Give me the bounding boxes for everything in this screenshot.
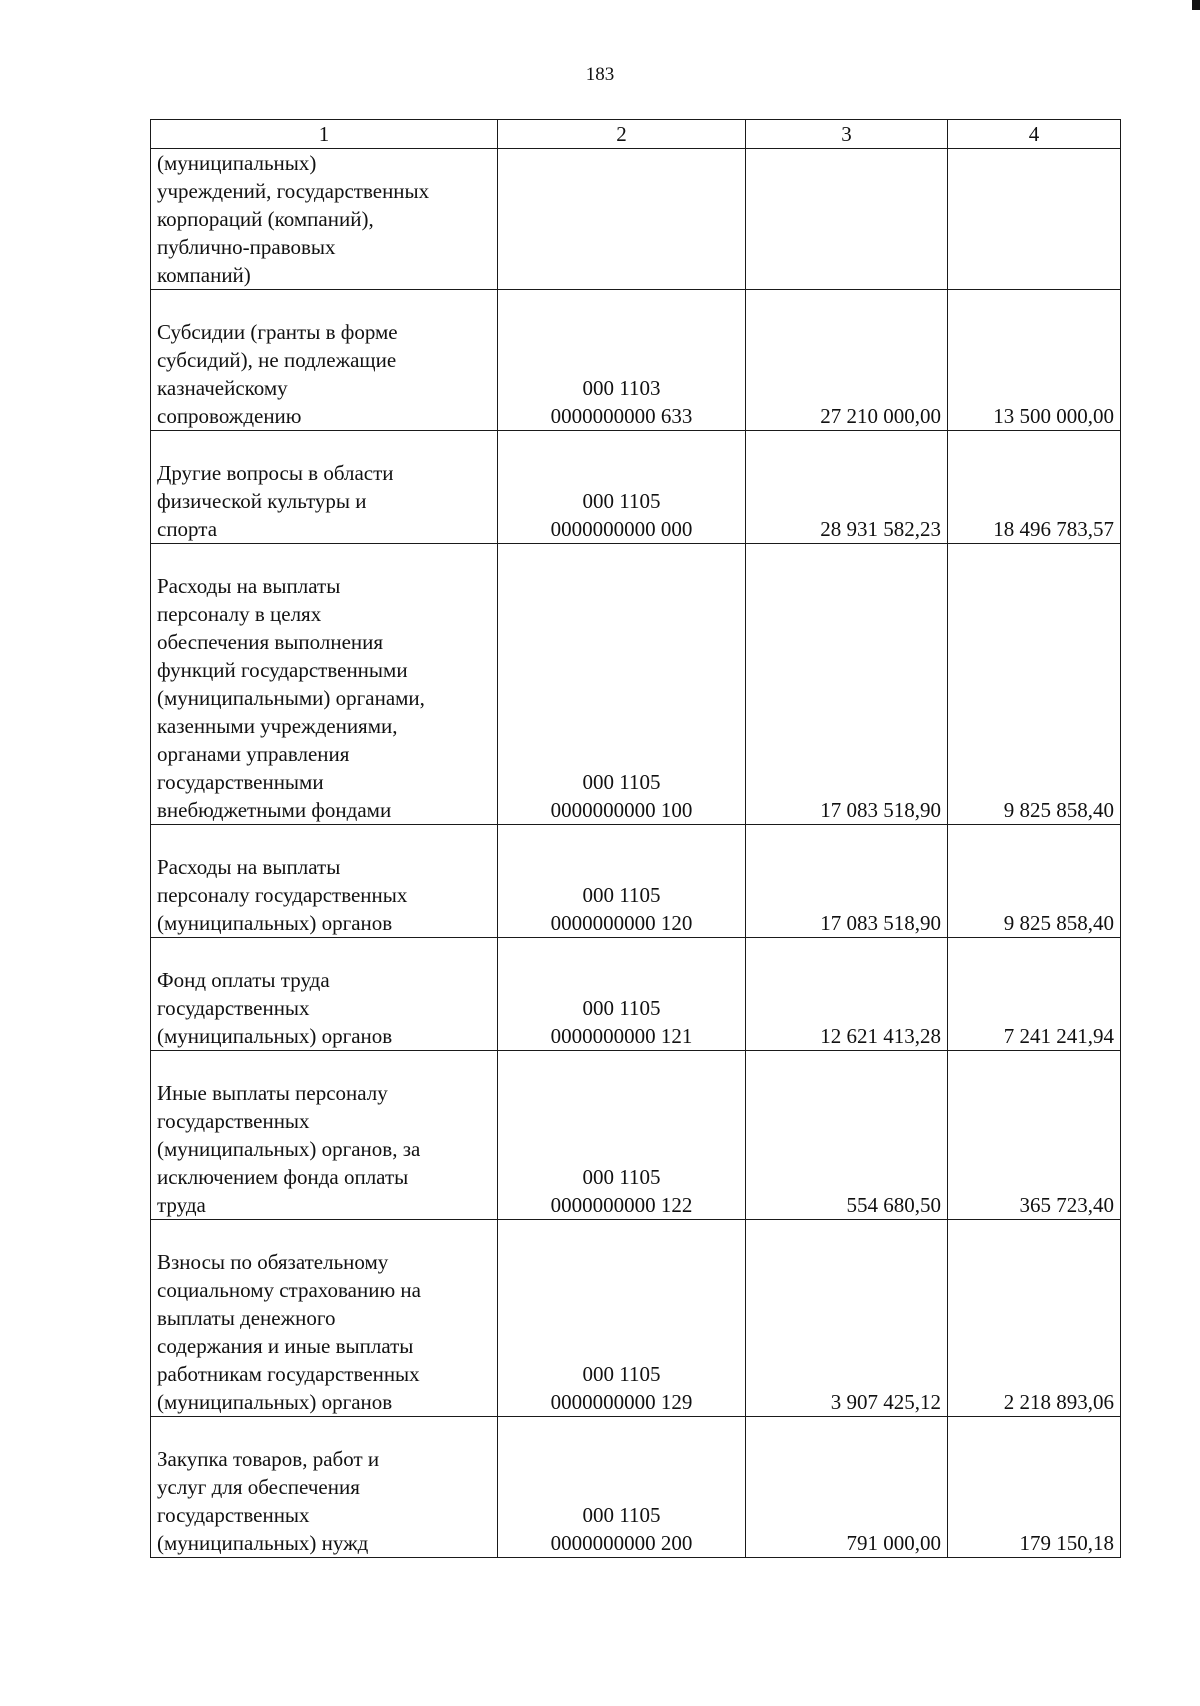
- row-col4: 365 723,40: [948, 1051, 1121, 1220]
- row-col3: 791 000,00: [746, 1417, 948, 1558]
- code-line-2: 0000000000 120: [550, 911, 693, 935]
- row-col4: 2 218 893,06: [948, 1220, 1121, 1417]
- header-row: [151, 120, 1121, 149]
- code-line-1: 000 1105: [582, 1503, 661, 1527]
- code-line-1: 000 1105: [582, 489, 661, 513]
- row-name-cell: [151, 1051, 498, 1220]
- table-row: [151, 544, 1121, 825]
- row-code-cell: [498, 938, 746, 1051]
- row-col3: 28 931 582,23: [746, 431, 948, 544]
- code-line-1: 000 1103: [582, 376, 661, 400]
- table-body: [151, 149, 1121, 1558]
- table-row: [151, 290, 1121, 431]
- row-name-cell: [151, 431, 498, 544]
- row-col3: [746, 149, 948, 290]
- table-row: [151, 938, 1121, 1051]
- row-name: (муниципальных) учреждений, государственных корпораций (компаний), публично-правовых компаний): [157, 151, 430, 287]
- code-line-2: 0000000000 000: [550, 517, 693, 541]
- header-col-3: 3: [746, 120, 948, 149]
- code-line-1: 000 1105: [582, 996, 661, 1020]
- row-code-cell: [498, 544, 746, 825]
- row-name: Расходы на выплаты персоналу в целях обеспечения выполнения функций государственными (муниципальными) органами, казенными учреждениями, органами управления государственными внебюджетными фондами: [157, 574, 425, 822]
- row-col4: 18 496 783,57: [948, 431, 1121, 544]
- table-row: [151, 1220, 1121, 1417]
- row-col3: 554 680,50: [746, 1051, 948, 1220]
- page-number: 183: [585, 64, 615, 85]
- header-col-4: 4: [948, 120, 1121, 149]
- row-name-cell: [151, 938, 498, 1051]
- code-line-1: 000 1105: [582, 770, 661, 794]
- code-line-1: 000 1105: [582, 1362, 661, 1386]
- row-name-cell: [151, 544, 498, 825]
- code-line-2: 0000000000 100: [550, 798, 693, 822]
- row-col4: 13 500 000,00: [948, 290, 1121, 431]
- table-row: [151, 1417, 1121, 1558]
- row-name-cell: [151, 825, 498, 938]
- table-row: [151, 825, 1121, 938]
- code-line-2: 0000000000 129: [550, 1390, 693, 1414]
- table-row: [151, 1051, 1121, 1220]
- row-col3: 17 083 518,90: [746, 544, 948, 825]
- row-name: Закупка товаров, работ и услуг для обеспечения государственных (муниципальных) нужд: [157, 1447, 380, 1555]
- code-line-2: 0000000000 200: [550, 1531, 693, 1555]
- row-col3: 12 621 413,28: [746, 938, 948, 1051]
- row-name: Расходы на выплаты персоналу государственных (муниципальных) органов: [157, 855, 408, 935]
- row-code-cell: [498, 149, 746, 290]
- row-name-cell: [151, 149, 498, 290]
- code-line-2: 0000000000 633: [550, 404, 693, 428]
- row-name: Иные выплаты персоналу государственных (муниципальных) органов, за исключением фонда оплаты труда: [157, 1081, 421, 1217]
- row-code-cell: [498, 1220, 746, 1417]
- row-col4: 7 241 241,94: [948, 938, 1121, 1051]
- table-row: [151, 431, 1121, 544]
- header-col-2: 2: [498, 120, 746, 149]
- row-code-cell: [498, 1051, 746, 1220]
- table-header: [151, 120, 1121, 149]
- row-col4: [948, 149, 1121, 290]
- code-line-2: 0000000000 122: [550, 1193, 693, 1217]
- row-name: Субсидии (гранты в форме субсидий), не подлежащие казначейскому сопровождению: [157, 320, 398, 428]
- row-col3: 17 083 518,90: [746, 825, 948, 938]
- row-name: Другие вопросы в области физической культуры и спорта: [157, 461, 394, 541]
- row-col4: 9 825 858,40: [948, 825, 1121, 938]
- code-line-1: 000 1105: [582, 883, 661, 907]
- row-name-cell: [151, 1220, 498, 1417]
- row-name-cell: [151, 290, 498, 431]
- row-name: Взносы по обязательному социальному страхованию на выплаты денежного содержания и иные выплаты работникам государственных (муниципальных) органов: [157, 1250, 421, 1414]
- row-code-cell: [498, 290, 746, 431]
- row-col4: 179 150,18: [948, 1417, 1121, 1558]
- row-name-cell: [151, 1417, 498, 1558]
- table-row: [151, 149, 1121, 290]
- code-line-1: 000 1105: [582, 1165, 661, 1189]
- row-col3: 27 210 000,00: [746, 290, 948, 431]
- row-col3: 3 907 425,12: [746, 1220, 948, 1417]
- budget-table: [150, 119, 1121, 1558]
- row-code-cell: [498, 431, 746, 544]
- header-col-1: 1: [151, 120, 498, 149]
- row-code-cell: [498, 1417, 746, 1558]
- scan-corner-mark: [1192, 0, 1200, 10]
- row-col4: 9 825 858,40: [948, 544, 1121, 825]
- row-name: Фонд оплаты труда государственных (муниципальных) органов: [157, 968, 393, 1048]
- code-line-2: 0000000000 121: [550, 1024, 693, 1048]
- row-code-cell: [498, 825, 746, 938]
